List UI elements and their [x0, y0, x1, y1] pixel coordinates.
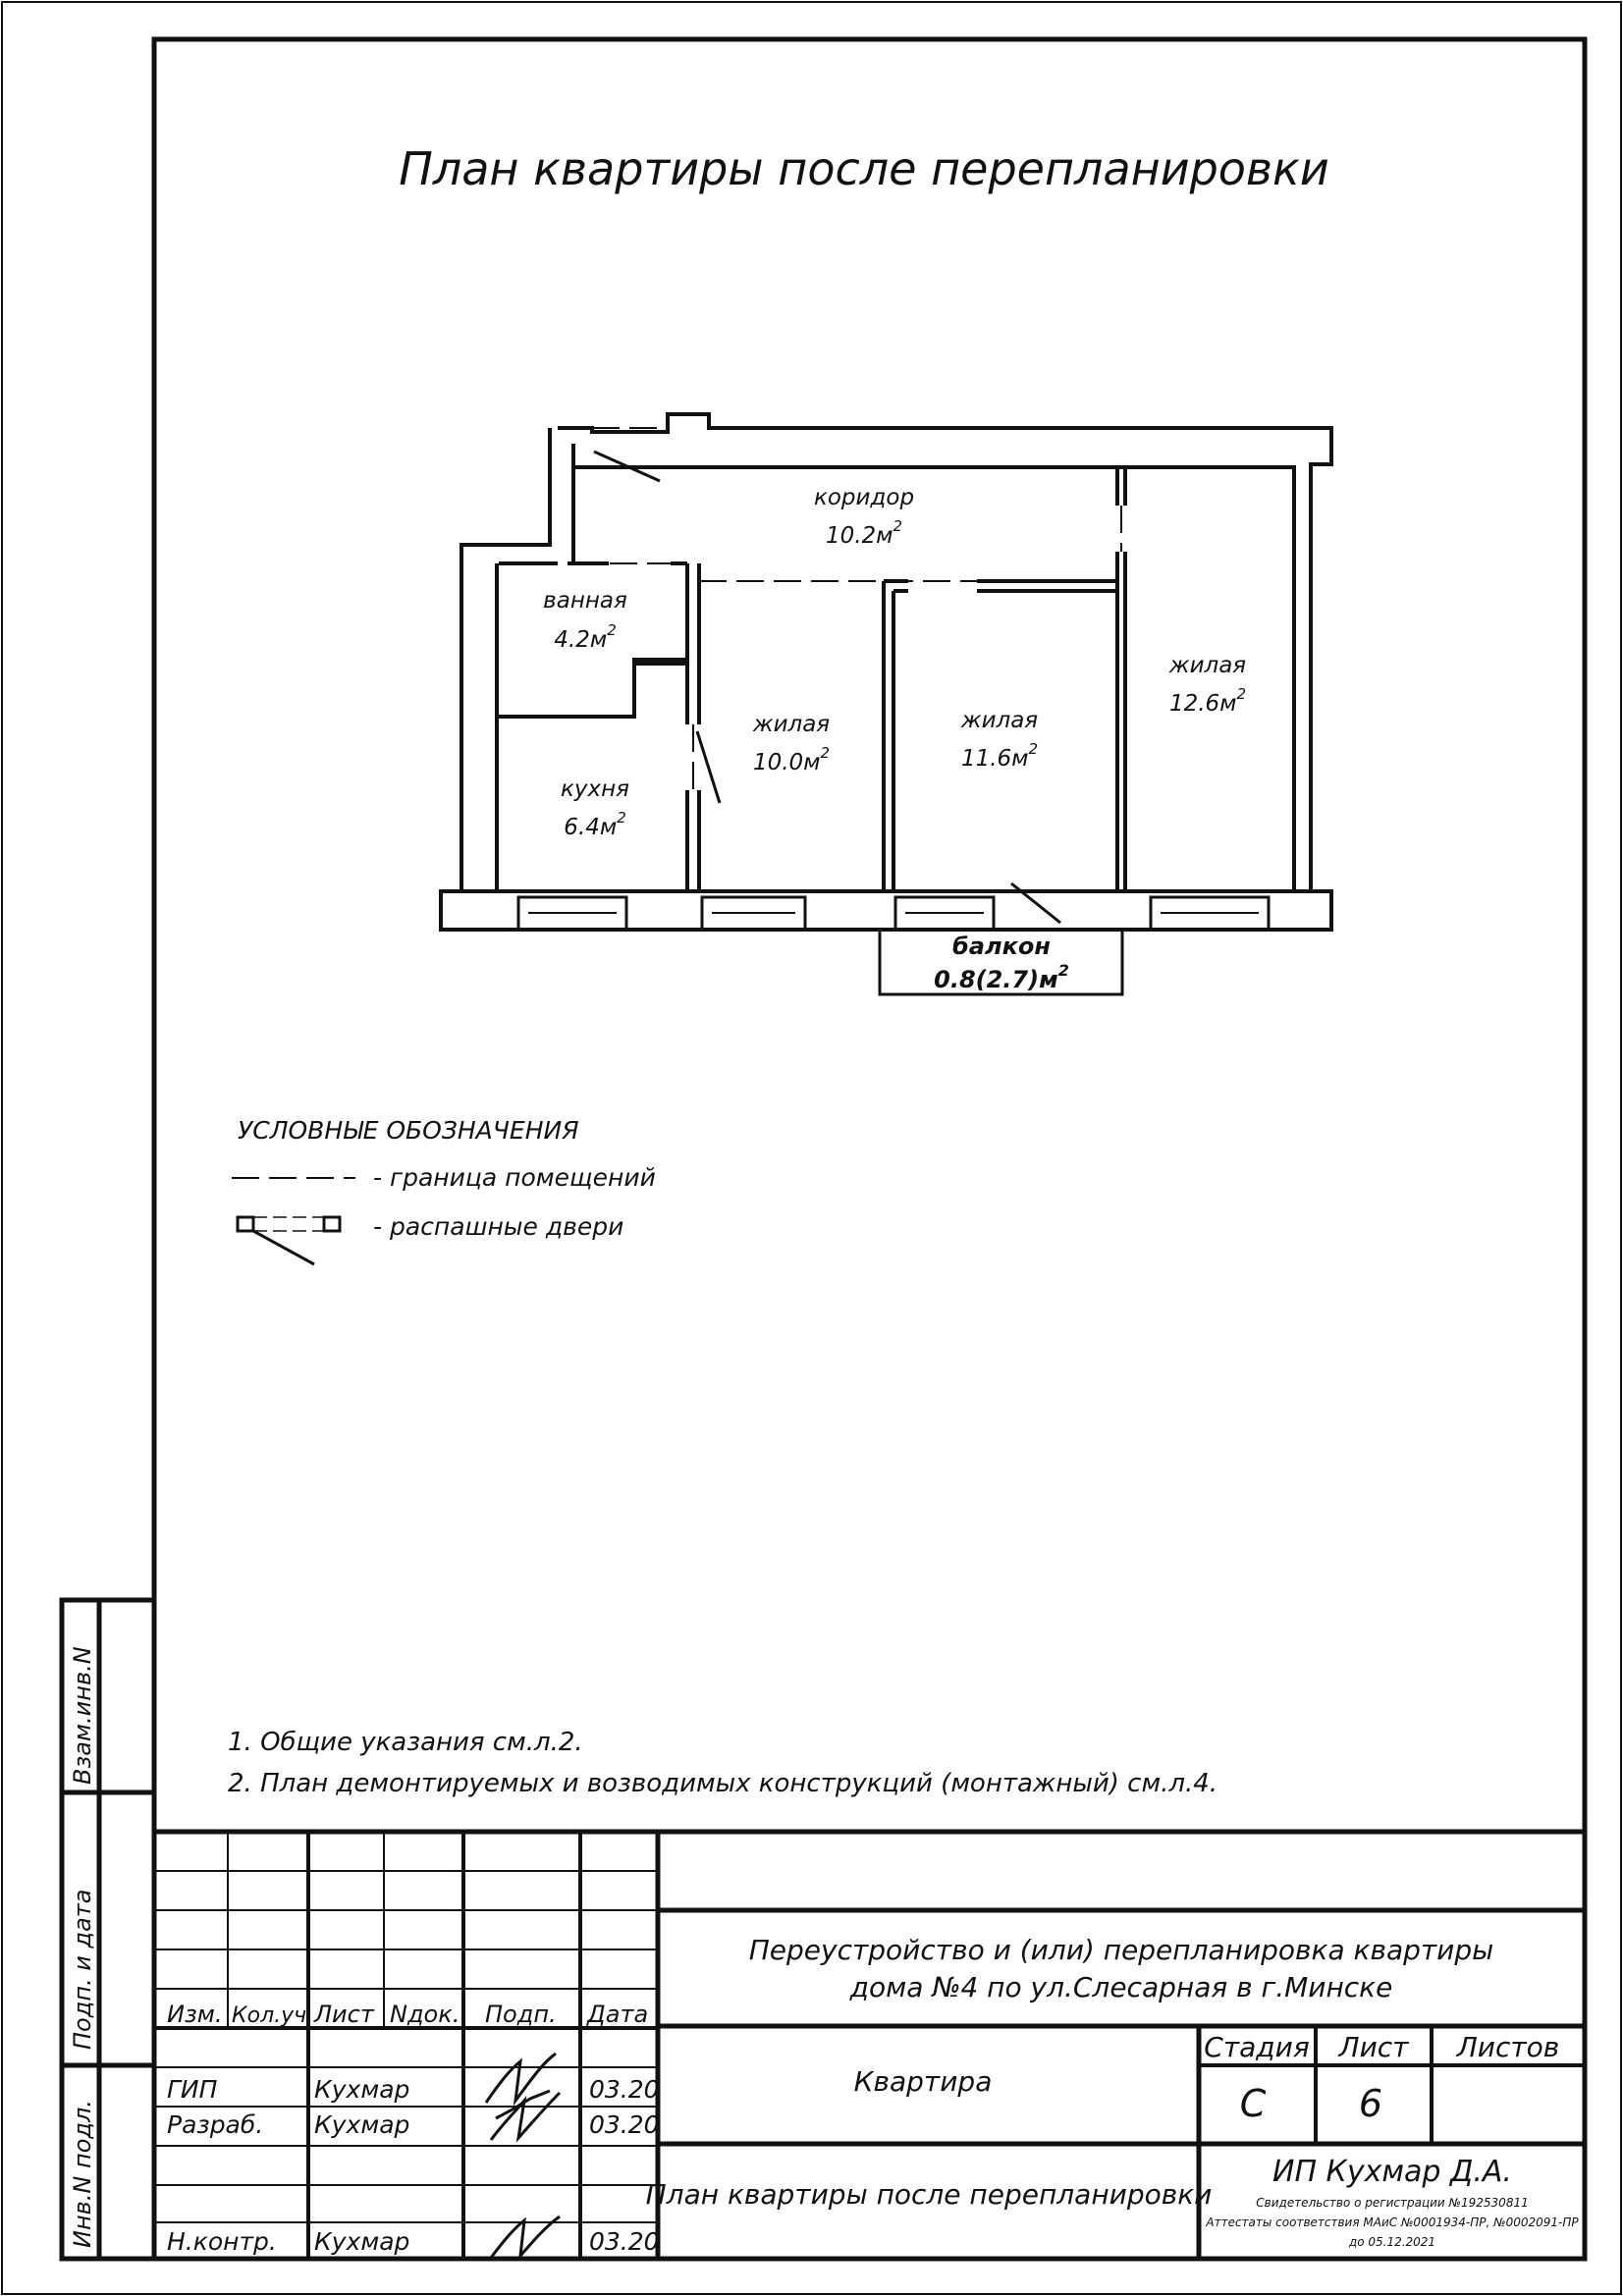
signature-marks — [486, 2054, 560, 2258]
room-area: 10.0м — [752, 750, 821, 775]
room-area: 10.2м — [825, 523, 893, 549]
side-stamp-replace: Взам.инв.N — [69, 1646, 96, 1785]
side-stamp-inventory: Инв.N подл. — [69, 2100, 96, 2248]
legend-item-doors: - распашные двери — [373, 1212, 624, 1241]
room-area: 12.6м — [1168, 691, 1237, 717]
svg-text:4.2м2 — [554, 621, 616, 653]
room-area: 0.8(2.7)м — [934, 966, 1058, 993]
signer-name: Кухмар — [314, 2110, 410, 2139]
room-area: 4.2м — [554, 627, 608, 653]
area-superscript: 2 — [1057, 961, 1069, 980]
signer-role: Разраб. — [167, 2110, 264, 2139]
area-superscript: 2 — [820, 744, 831, 762]
stage-value: С — [1239, 2082, 1267, 2125]
note-2: 2. План демонтируемых и возводимых конструкций (монтажный) см.л.4. — [228, 1769, 1218, 1798]
notes — [228, 1728, 1217, 1798]
object-name: Квартира — [853, 2065, 993, 2098]
header-ndok: Nдок. — [390, 2001, 460, 2028]
area-superscript: 2 — [1028, 740, 1039, 758]
room-area: 11.6м — [960, 746, 1029, 772]
signer-role: ГИП — [167, 2075, 218, 2104]
room-name: жилая — [1168, 653, 1247, 678]
svg-text:10.2м2 — [826, 517, 902, 549]
company-name: ИП Кухмар Д.А. — [1272, 2155, 1512, 2189]
signer-date: 03.20 — [589, 2110, 660, 2139]
signers — [167, 2075, 660, 2256]
sheet-value: 6 — [1358, 2082, 1383, 2125]
drawing-name: План квартиры после перепланировки — [645, 2178, 1213, 2211]
svg-text:0.8(2.7)м2 — [934, 961, 1069, 993]
svg-text:12.6м2 — [1169, 685, 1246, 717]
inner-frame — [154, 39, 1585, 2259]
header-podp: Подп. — [485, 2001, 557, 2028]
header-data: Дата — [587, 2001, 649, 2028]
room-boundaries — [572, 428, 1121, 790]
svg-text:6.4м2 — [564, 809, 625, 840]
room-name: балкон — [952, 933, 1051, 960]
legend-item-boundary: - граница помещений — [373, 1163, 656, 1192]
company-info — [1205, 2155, 1579, 2249]
area-superscript: 2 — [617, 809, 626, 827]
sheet-label: Лист — [1338, 2031, 1409, 2063]
title-block-headers — [167, 2001, 648, 2028]
stage-sheet-cells — [1204, 2031, 1559, 2125]
room-area: 6.4м — [564, 815, 618, 840]
legend-door-symbol — [238, 1217, 340, 1264]
side-stamp-signature: Подп. и дата — [69, 1889, 96, 2050]
project-line-1: Переустройство и (или) перепланировка квартиры — [748, 1934, 1494, 1966]
room-name: коридор — [813, 485, 915, 510]
room-name: кухня — [561, 776, 629, 802]
sheets-label: Листов — [1456, 2031, 1560, 2063]
header-list: Лист — [314, 2001, 374, 2028]
signer-name: Кухмар — [314, 2075, 410, 2104]
header-kol: Кол.уч. — [232, 2003, 314, 2028]
project-line-2: дома №4 по ул.Слесарная в г.Минске — [849, 1971, 1393, 2003]
stage-label: Стадия — [1204, 2031, 1310, 2063]
note-1: 1. Общие указания см.л.2. — [228, 1728, 583, 1757]
company-valid-until: до 05.12.2021 — [1348, 2235, 1436, 2249]
room-name: жилая — [960, 708, 1039, 733]
signer-date: 03.20 — [589, 2075, 660, 2104]
header-izm: Изм. — [167, 2001, 223, 2028]
signer-date: 03.20 — [589, 2227, 660, 2256]
area-superscript: 2 — [607, 621, 617, 639]
signer-name: Кухмар — [314, 2227, 410, 2256]
room-name: жилая — [752, 712, 831, 737]
sheet-title: План квартиры после перепланировки — [399, 142, 1329, 195]
room-name: ванная — [543, 588, 627, 614]
legend-title: УСЛОВНЫЕ ОБОЗНАЧЕНИЯ — [238, 1116, 579, 1145]
svg-text:10.0м2 — [753, 744, 830, 775]
company-registration: Свидетельство о регистрации №192530811 — [1256, 2196, 1529, 2210]
area-superscript: 2 — [1236, 685, 1247, 703]
signer-role: Н.контр. — [167, 2227, 277, 2256]
svg-text:11.6м2 — [961, 740, 1038, 772]
area-superscript: 2 — [893, 517, 903, 535]
company-certificates: Аттестаты соответствия МАиС №0001934-ПР, №0002091-ПР — [1206, 2216, 1579, 2229]
legend — [232, 1116, 656, 1264]
